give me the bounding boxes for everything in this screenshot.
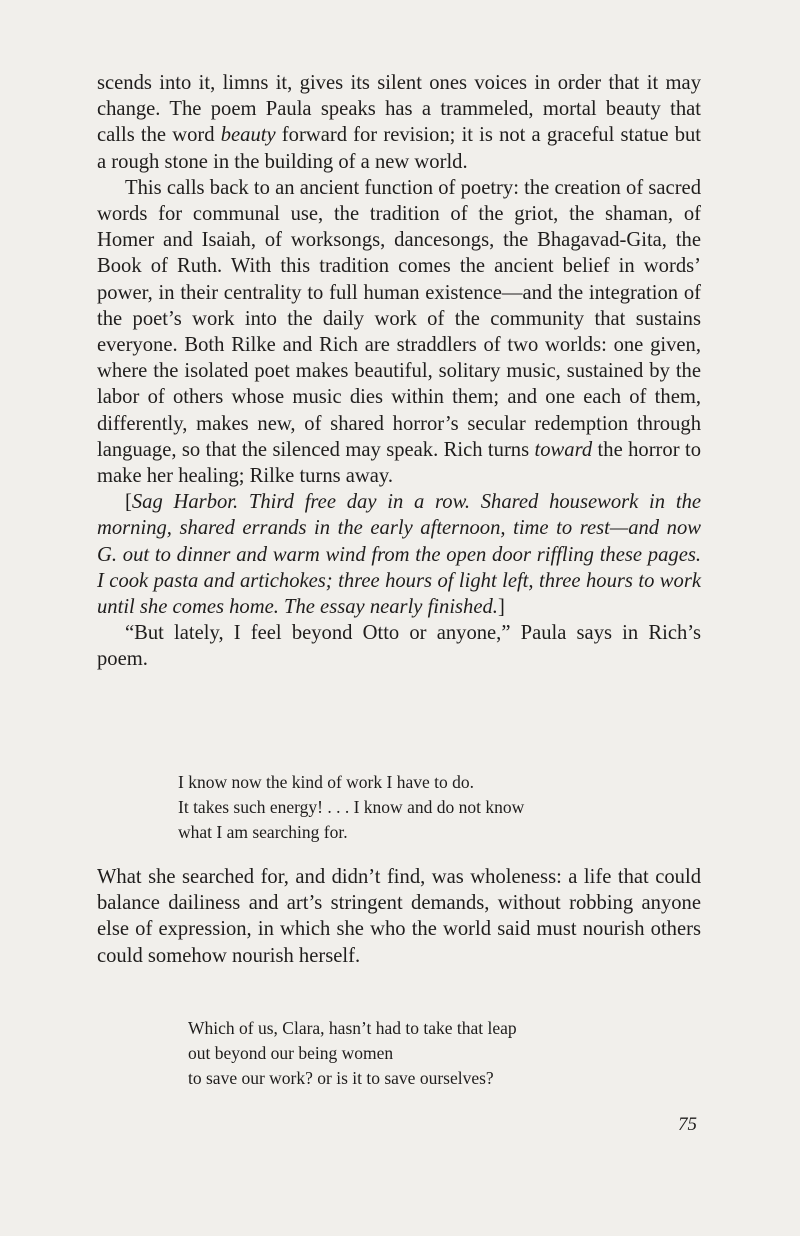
paragraph-2-text-end: the horror to make her healing; Rilke turns away. — [97, 438, 701, 488]
verse-1-line: I know now the kind of work I have to do. — [178, 772, 474, 792]
verse-quote-2 — [188, 1016, 517, 1091]
paragraph-5: What she searched for, and didn’t find, was wholeness: a life that could balance dailiness and art’s stringent demands, without robbing anyone else of expression, in which she who the world said must nourish others could somehow nourish herself. — [97, 866, 701, 967]
paragraph-2 — [97, 175, 701, 489]
paragraph-journal-entry — [97, 489, 701, 620]
journal-open-bracket: [ — [125, 491, 132, 514]
paragraph-1-text: scends into it, limns it, gives its silent ones voices in order that it may change. The poem Paula speaks has a trammeled, mortal beauty that calls the word — [97, 72, 701, 147]
verse-quote-1 — [178, 770, 524, 845]
page-number: 75 — [678, 1114, 697, 1135]
paragraph-2-emphasis: toward — [534, 438, 593, 461]
main-prose-block — [97, 70, 701, 673]
journal-close-bracket: ] — [497, 596, 505, 619]
paragraph-1-text-end: forward for revision; it is not a graceful statue but a rough stone in the building of a new world. — [97, 124, 702, 173]
verse-1-line: It takes such energy! . . . I know and do not know — [178, 797, 525, 817]
journal-entry-text: Sag Harbor. Third free day in a row. Shared housework in the morning, shared errands in the early afternoon, time to rest—and now G. out to dinner and warm wind from the open door riffling these pages. I cook pasta and artichokes; three hours of light left, three hours to work until she comes home. The essay nearly finished. — [97, 491, 701, 619]
paragraph-1-emphasis: beauty — [220, 124, 276, 147]
verse-2-line: Which of us, Clara, hasn’t had to take that leap — [188, 1018, 517, 1038]
verse-2-line: out beyond our being women — [188, 1043, 394, 1063]
paragraph-2-text: This calls back to an ancient function of poetry: the creation of sacred words for communal use, the tradition of the griot, the shaman, of Homer and Isaiah, of worksongs, dancesongs, the Bhagavad-Gita, the Book of Ruth. With this tradition comes the ancient belief in words’ power, in their centrality to full human existence—and the integration of the poet’s work into the daily work of the community that sustains everyone. Both Rilke and Rich are straddlers of two worlds: one given, where the isolated poet makes beautiful, solitary music, sustained by the labor of others whose music dies within them; and one each of them, differently, makes new, of shared horror’s secular redemption through language, so that the silenced may speak. Rich turns — [97, 176, 701, 461]
verse-2-line: to save our work? or is it to save ourselves? — [188, 1068, 494, 1088]
closing-prose-block — [97, 864, 701, 969]
paragraph-4: “But lately, I feel beyond Otto or anyone,” Paula says in Rich’s poem. — [97, 622, 701, 671]
paragraph-1 — [97, 70, 701, 175]
verse-1-line: what I am searching for. — [178, 822, 348, 842]
